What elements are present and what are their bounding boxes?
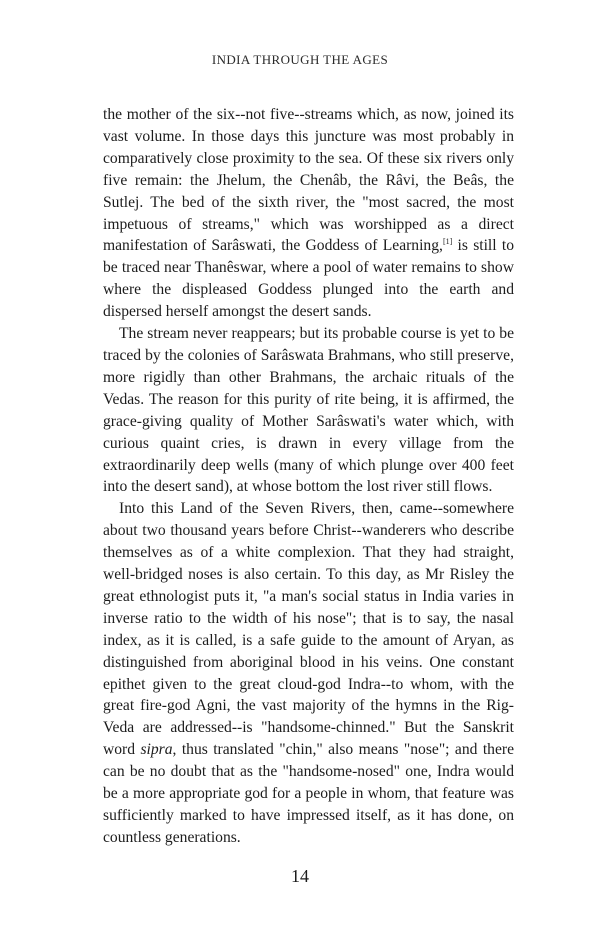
paragraph-3-text-a: Into this Land of the Seven Rivers, then, came--somewhere about two thousand years before Christ--wanderers who describe themselves as of a white complexion. That they had straight, well-bridged noses is also certain. To this day, as Mr Risley the great ethnologist puts it, "a man's social status in India varies in inverse ratio to the width of his nose"; that is to say, the nasal index, as it is called, is a safe guide to the amount of Aryan, as distinguished from aboriginal blood in his veins. One constant epithet given to the great cloud-god Indra--to whom, with the great fire-god Agni, the vast majority of the hymns in the Rig-Veda are addressed--is "handsome-chinned." But the Sanskrit word [103,500,514,759]
paragraph-2: The stream never reappears; but its probable course is yet to be traced by the colonies of Sarâswata Brahmans, who still preserve, more rigidly than other Brahmans, the archaic rituals of the Vedas. The reason for this purity of rite being, it is affirmed, the grace-giving quality of Mother Sarâswati's water which, with curious quaint cries, is drawn in every village from the extraordinarily deep wells (many of which plunge over 400 feet into the desert sand), at whose bottom the lost river still flows. [103,325,514,496]
page-number: 14 [291,866,309,886]
italic-term: sipra [140,741,173,759]
paragraph-1 [103,104,514,323]
body-text [103,104,514,849]
footnote-marker[interactable]: [1] [442,237,453,247]
paragraph-1-text-a: the mother of the six--not five--streams which, as now, joined its vast volume. In those days this juncture was most probably in comparatively close proximity to the sea. Of these six rivers only five remain: the Jhelum, the Chenâb, the Râvi, the Beâs, the Sutlej. The bed of the sixth river, the "most sacred, the most impetuous of streams," which was worshipped as a direct manifestation of Sarâswati, the Goddess of Learning, [103,106,514,255]
running-header: INDIA THROUGH THE AGES [211,52,389,67]
paragraph-1-text-b: is still to be traced near Thanêswar, where a pool of water remains to show where the displeased Goddess plunged into the earth and dispersed herself amongst the desert sands. [103,237,514,321]
paragraph-3 [103,498,514,849]
paragraph-3-text-b: , thus translated "chin," also means "nose"; and there can be no doubt that as the "handsome-nosed" one, Indra would be a more appropriate god for a people in whom, that feature was sufficiently marked to have impressed itself, as it has done, on countless generations. [103,741,514,846]
